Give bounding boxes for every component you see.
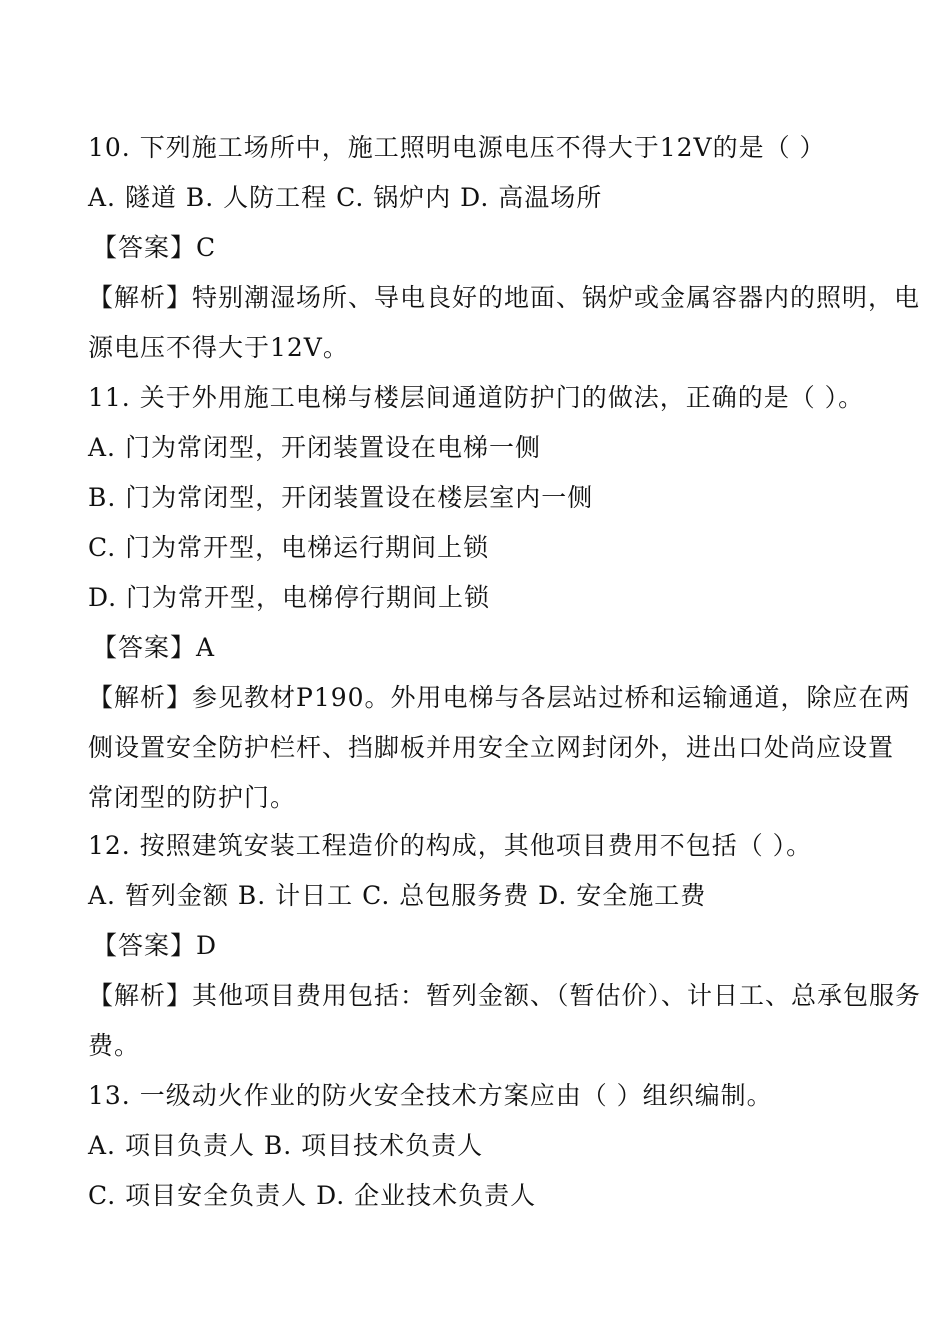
question-10-text: 10. 下列施工场所中，施工照明电源电压不得大于12V的是（ ）: [88, 133, 826, 162]
question-11-answer: 【答案】A: [92, 633, 216, 662]
question-11-explanation-line-3: 常闭型的防护门。: [88, 783, 297, 812]
question-10-explanation-line-2: 源电压不得大于12V。: [88, 333, 349, 362]
question-12-options: A. 暂列金额 B. 计日工 C. 总包服务费 D. 安全施工费: [88, 881, 707, 910]
question-12-text: 12. 按照建筑安装工程造价的构成，其他项目费用不包括（ ）。: [88, 831, 813, 860]
question-11-explanation-line-1: 【解析】参见教材P190。外用电梯与各层站过桥和运输通道，除应在两: [88, 683, 911, 712]
question-12-answer: 【答案】D: [92, 931, 218, 960]
question-11-option-d: D. 门为常开型，电梯停行期间上锁: [88, 583, 491, 612]
question-10-explanation-line-1: 【解析】特别潮湿场所、导电良好的地面、锅炉或金属容器内的照明，电: [88, 283, 921, 312]
question-10-options: A. 隧道 B. 人防工程 C. 锅炉内 D. 高温场所: [88, 183, 603, 212]
question-13-options-line-2: C. 项目安全负责人 D. 企业技术负责人: [88, 1181, 537, 1210]
question-10-answer: 【答案】C: [92, 233, 217, 262]
question-13-options-line-1: A. 项目负责人 B. 项目技术负责人: [88, 1131, 484, 1160]
question-11-option-a: A. 门为常闭型，开闭装置设在电梯一侧: [88, 433, 541, 462]
question-12-explanation-line-2: 费。: [88, 1031, 141, 1060]
question-11-option-b: B. 门为常闭型，开闭装置设在楼层室内一侧: [88, 483, 594, 512]
question-12-explanation-line-1: 【解析】其他项目费用包括：暂列金额、（暂估价）、计日工、总承包服务: [88, 981, 922, 1010]
question-11-text: 11. 关于外用施工电梯与楼层间通道防护门的做法，正确的是（ ）。: [88, 383, 865, 412]
question-13-text: 13. 一级动火作业的防火安全技术方案应由（ ）组织编制。: [88, 1081, 773, 1110]
question-11-option-c: C. 门为常开型，电梯运行期间上锁: [88, 533, 490, 562]
question-11-explanation-line-2: 侧设置安全防护栏杆、挡脚板并用安全立网封闭外，进出口处尚应设置: [88, 733, 895, 762]
